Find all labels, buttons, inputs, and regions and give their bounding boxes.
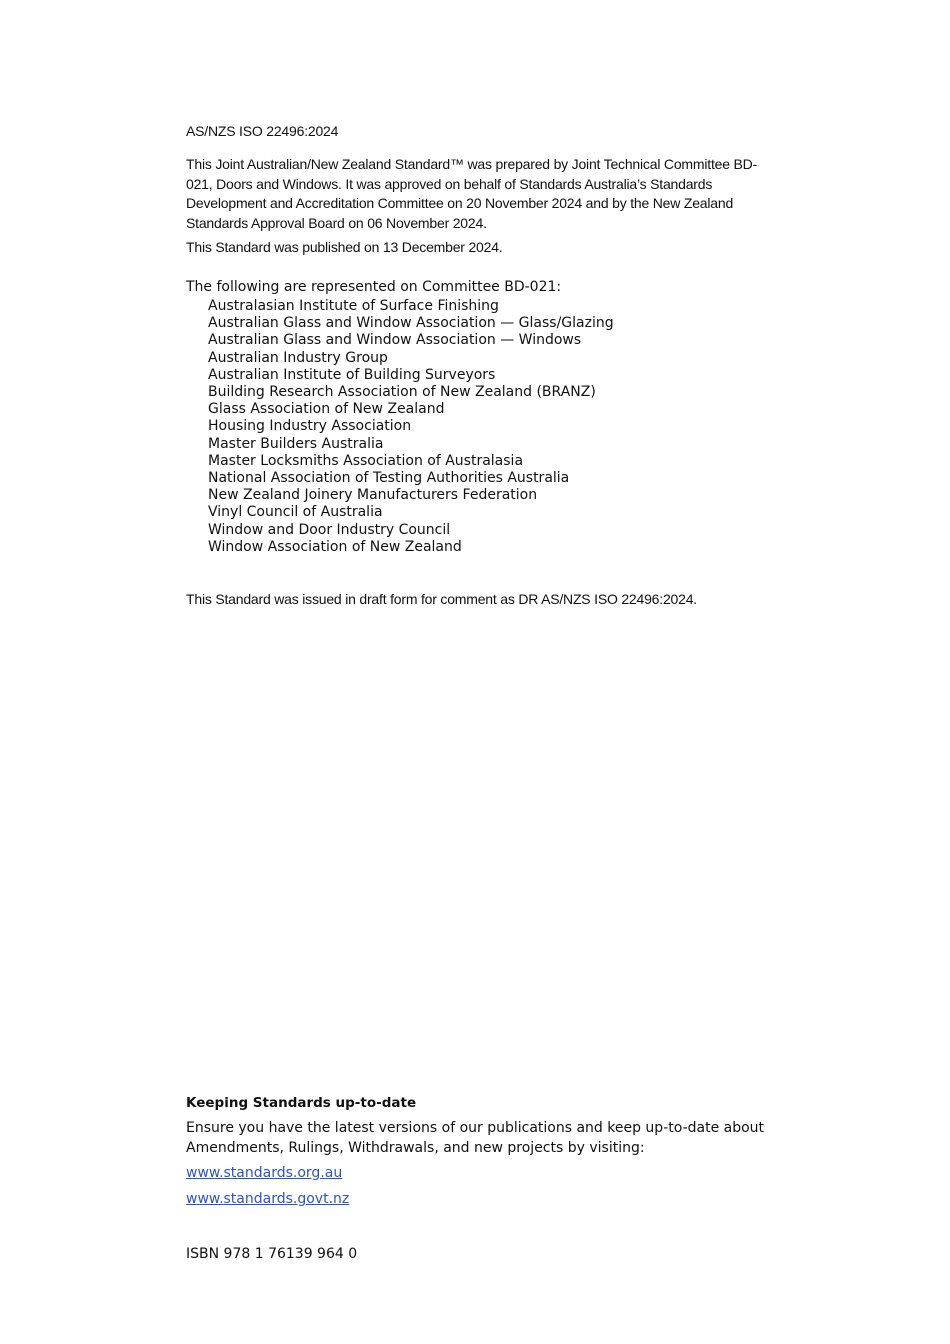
committee-member: Building Research Association of New Zealand (BRANZ)	[208, 384, 596, 401]
keeping-up-to-date-heading: Keeping Standards up-to-date	[186, 1095, 417, 1111]
standard-id: AS/NZS ISO 22496:2024	[186, 123, 339, 139]
committee-member: Master Locksmiths Association of Australasia	[208, 452, 524, 469]
keeping-up-to-date-text: Ensure you have the latest versions of our publications and keep up-to-date about Amendments, Rulings, Withdrawals, and new projects by visiting:	[186, 1120, 765, 1156]
committee-member: Master Builders Australia	[208, 435, 384, 452]
committee-member: New Zealand Joinery Manufacturers Federation	[208, 487, 538, 504]
committee-member: Australian Glass and Window Association — Glass/Glazing	[208, 315, 614, 332]
committee-member: Australasian Institute of Surface Finishing	[208, 298, 499, 314]
committee-member: Australian Glass and Window Association — Windows	[208, 332, 582, 349]
committee-member: Glass Association of New Zealand	[208, 401, 445, 418]
draft-statement: This Standard was issued in draft form for comment as DR AS/NZS ISO 22496:2024.	[186, 591, 697, 607]
committee-member: Australian Institute of Building Surveyors	[208, 366, 496, 383]
committee-members-list	[208, 298, 614, 556]
committee-intro: The following are represented on Committee BD-021:	[186, 279, 562, 295]
committee-member: Australian Industry Group	[208, 349, 388, 366]
preparation-statement: This Joint Australian/New Zealand Standard™ was prepared by Joint Technical Committee BD-021, Doors and Windows. It was approved on behalf of Standards Australia’s Standards Development and Accreditation Committee on 20 November 2024 and by the New Zealand Standards Approval Board on 06 November 2024.	[186, 156, 758, 231]
committee-member: Window and Door Industry Council	[208, 521, 451, 538]
isbn: ISBN 978 1 76139 964 0	[186, 1246, 358, 1262]
committee-member: Window Association of New Zealand	[208, 538, 462, 555]
document-page	[186, 0, 786, 1344]
standards-australia-link[interactable]: www.standards.org.au	[186, 1165, 343, 1181]
committee-member: Housing Industry Association	[208, 418, 412, 435]
standards-nz-link[interactable]: www.standards.govt.nz	[186, 1191, 350, 1207]
committee-member: National Association of Testing Authorities Australia	[208, 470, 570, 487]
committee-member: Vinyl Council of Australia	[208, 504, 383, 521]
published-statement: This Standard was published on 13 December 2024.	[186, 239, 503, 255]
